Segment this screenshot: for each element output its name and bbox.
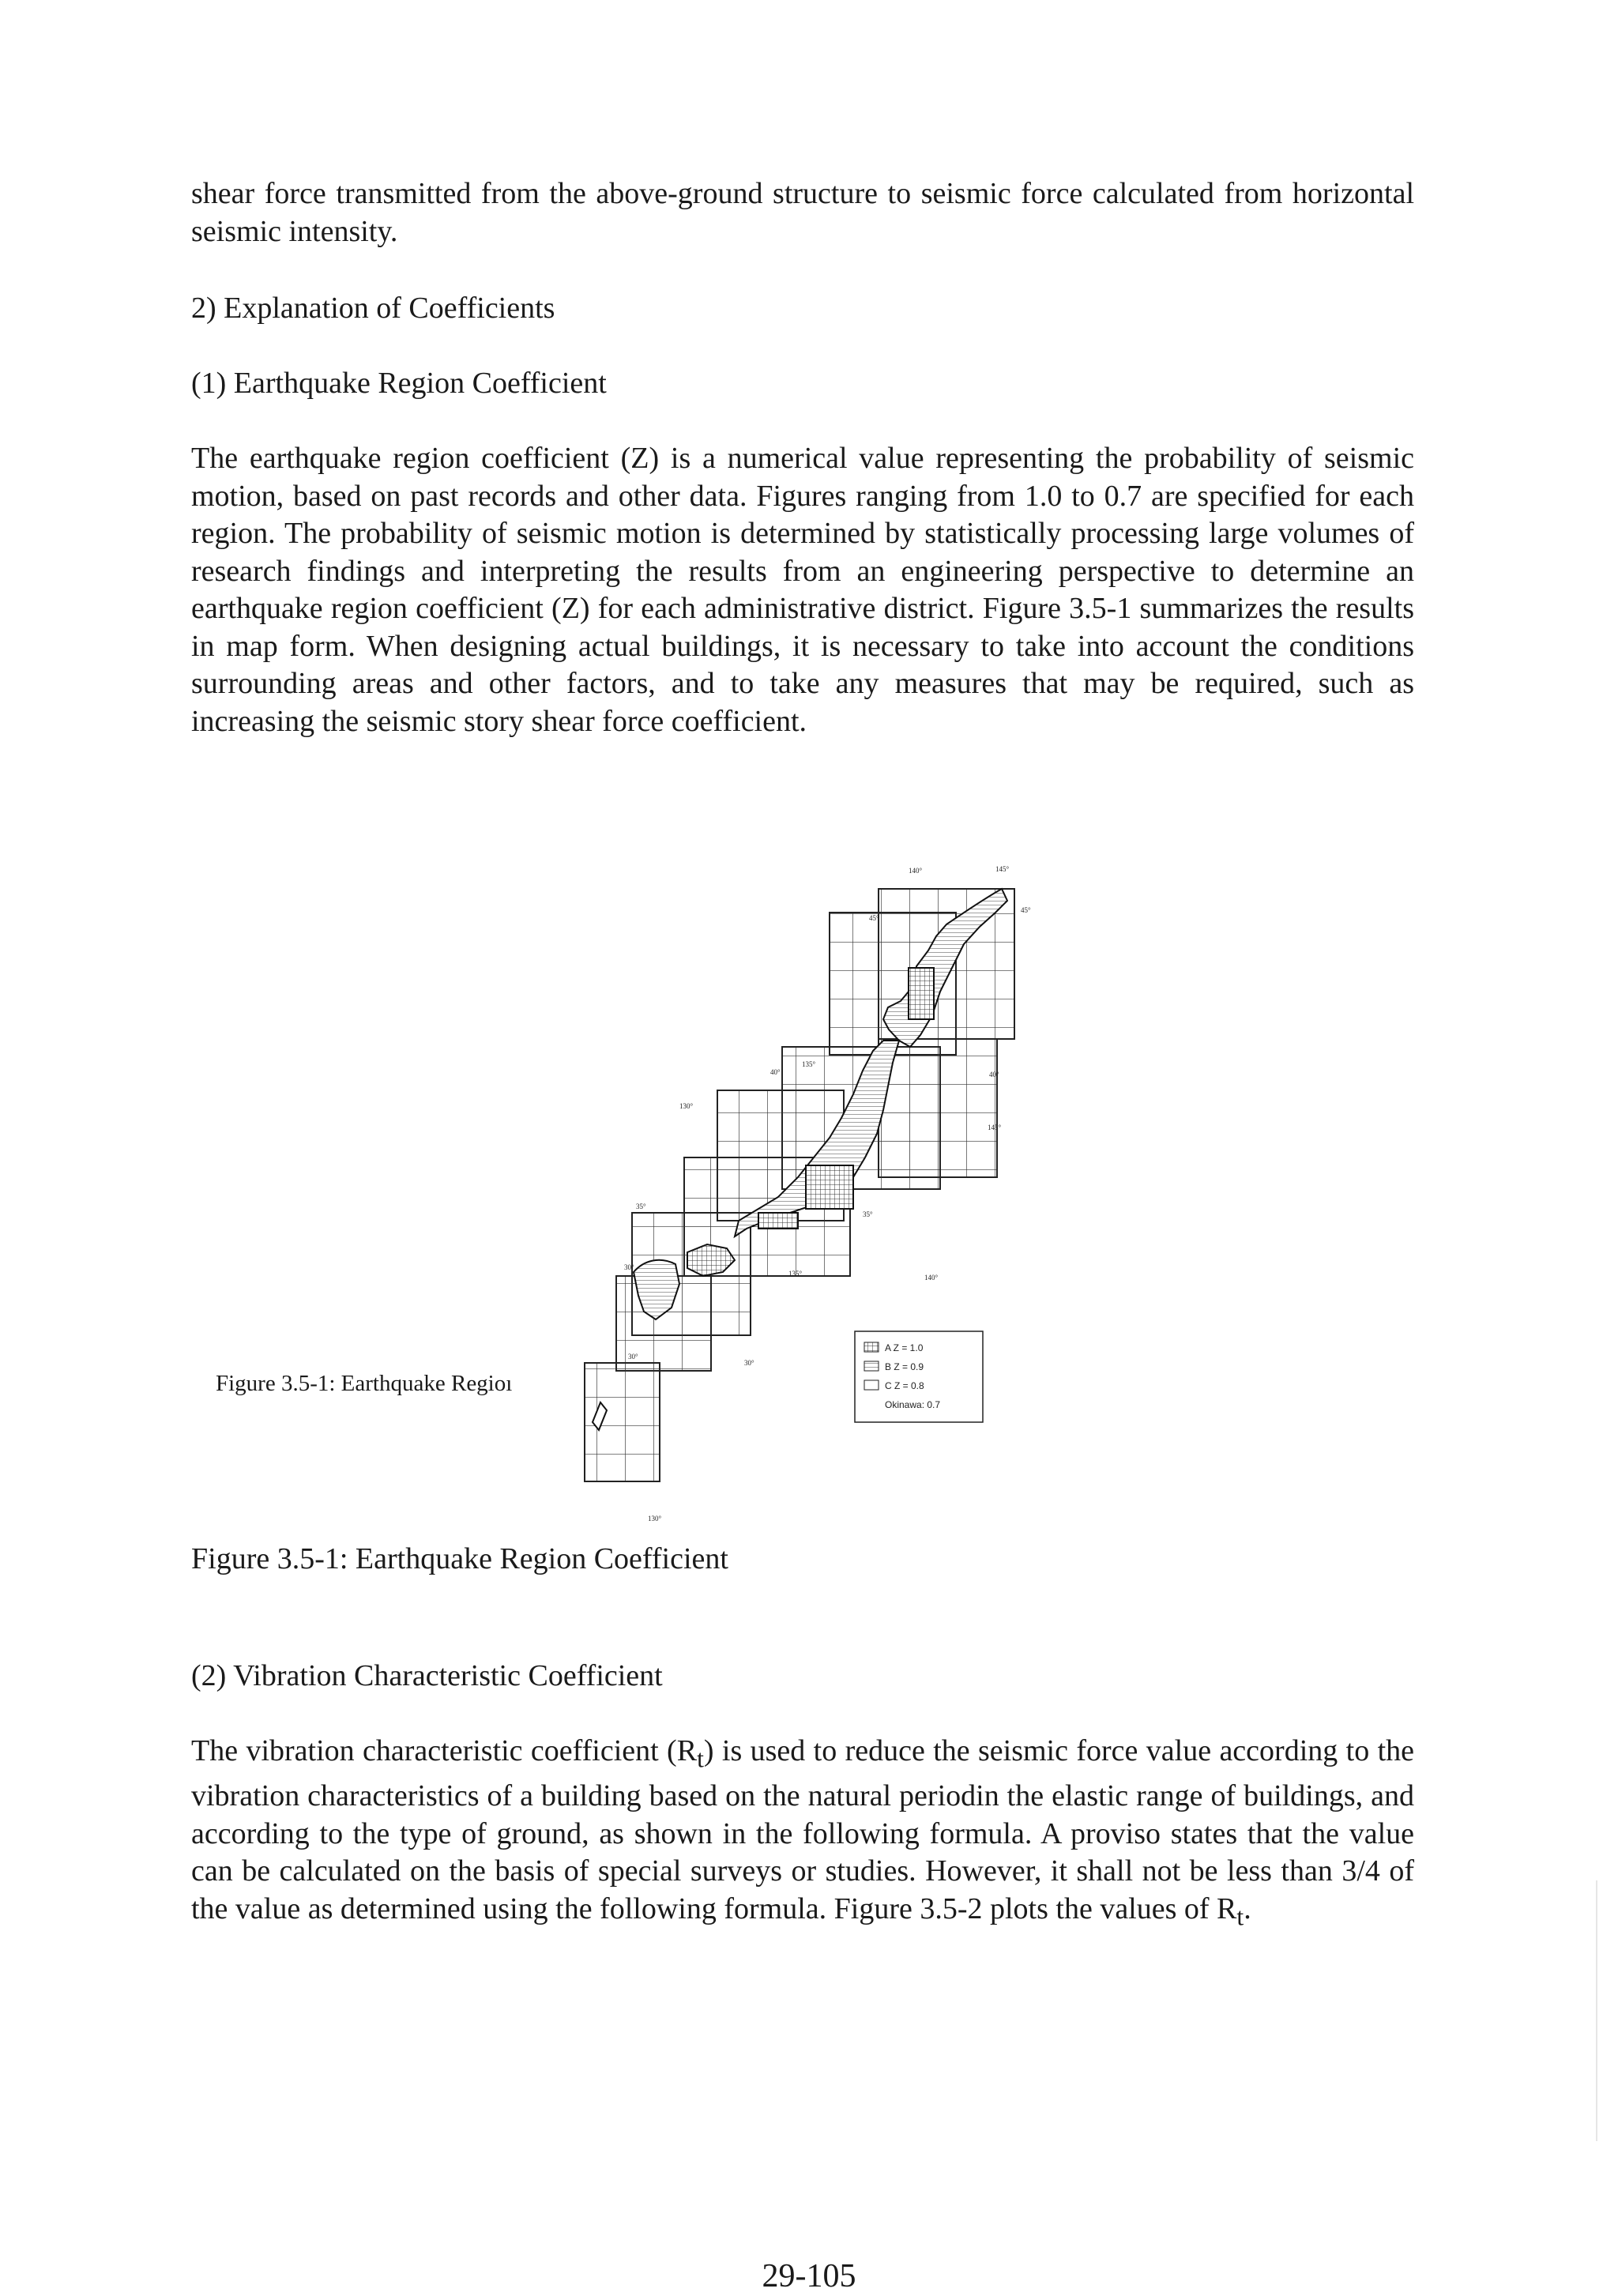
intro-paragraph: shear force transmitted from the above-ground structure to seismic force calculated from horizontal seismic intensity. <box>191 177 1414 248</box>
label-130-bottom: 130° <box>648 1515 662 1523</box>
label-30-mid: 30° <box>744 1359 754 1367</box>
vibration-coefficient-paragraph <box>191 1733 1414 1936</box>
earthquake-region-map <box>569 857 1043 1549</box>
label-140-top: 140° <box>909 867 923 875</box>
legend-swatch-a <box>864 1342 879 1352</box>
label-140-bottom: 140° <box>924 1274 939 1282</box>
map-legend <box>855 1331 983 1422</box>
label-40-right: 40° <box>989 1071 999 1078</box>
label-40-mid: 40° <box>770 1068 781 1076</box>
legend-zone-b: B Z = 0.9 <box>885 1361 924 1372</box>
label-135-bottom: 135° <box>788 1270 803 1278</box>
legend-swatch-c <box>864 1380 879 1390</box>
label-130-mid: 130° <box>679 1102 694 1110</box>
page-number: 29-105 <box>762 2258 856 2294</box>
legend-swatch-b <box>864 1361 879 1371</box>
legend-zone-c: C Z = 0.8 <box>885 1380 924 1391</box>
vibration-text-1: The vibration characteristic coefficient (R <box>191 1734 698 1767</box>
vibration-coefficient-heading: (2) Vibration Characteristic Coefficient <box>191 1659 663 1692</box>
label-30-left-lower: 30° <box>628 1353 638 1361</box>
vibration-text-2: ) is used to reduce the seismic force value according to the vibration characteristics of a building based on the natural periodin the elastic range of buildings, and according to the type of ground, as shown in the following formula. A proviso states that the value can be calculated on the basis of special surveys or studies. However, it shall not be less than 3/4 of the value as determined using the following formula. Figure 3.5-2 plots the values of R <box>191 1734 1414 1925</box>
label-35-left: 35° <box>636 1203 646 1210</box>
label-45-right: 45° <box>1021 906 1031 914</box>
vibration-text-3: . <box>1244 1891 1251 1925</box>
section-heading: 2) Explanation of Coefficients <box>191 292 555 325</box>
label-35-right: 35° <box>863 1210 873 1218</box>
subscript-t-2: t <box>1236 1903 1244 1931</box>
label-145-top: 145° <box>995 865 1010 873</box>
subscript-t: t <box>697 1745 704 1773</box>
legend-okinawa: Okinawa: 0.7 <box>885 1399 941 1410</box>
region-coefficient-heading: (1) Earthquake Region Coefficient <box>191 367 607 400</box>
label-145-right: 145° <box>988 1124 1002 1131</box>
figure-inner-caption: Figure 3.5-1: Earthquake Regioı <box>216 1371 513 1396</box>
figure-caption: Figure 3.5-1: Earthquake Region Coefficient <box>191 1542 728 1575</box>
legend-zone-a: A Z = 1.0 <box>885 1342 924 1353</box>
label-30-left: 30° <box>624 1263 634 1271</box>
label-45-left: 45° <box>869 914 879 922</box>
scan-edge-mark <box>1596 1880 1597 2141</box>
region-coefficient-paragraph: The earthquake region coefficient (Z) is a numerical value representing the probability of seismic motion, based on past records and other data. Figures ranging from 1.0 to 0.7 are specified for each region. The probability of seismic motion is determined by statistically processing large volumes of research findings and interpreting the results from an engineering perspective to determine an earthquake region coefficient (Z) for each administrative district. Figure 3.5-1 summarizes the results in map form. When designing actual buildings, it is necessary to take into account the conditions surrounding areas and other factors, and to take any measures that may be required, such as increasing the seismic story shear force coefficient. <box>191 442 1414 738</box>
label-135-mid: 135° <box>802 1060 816 1068</box>
